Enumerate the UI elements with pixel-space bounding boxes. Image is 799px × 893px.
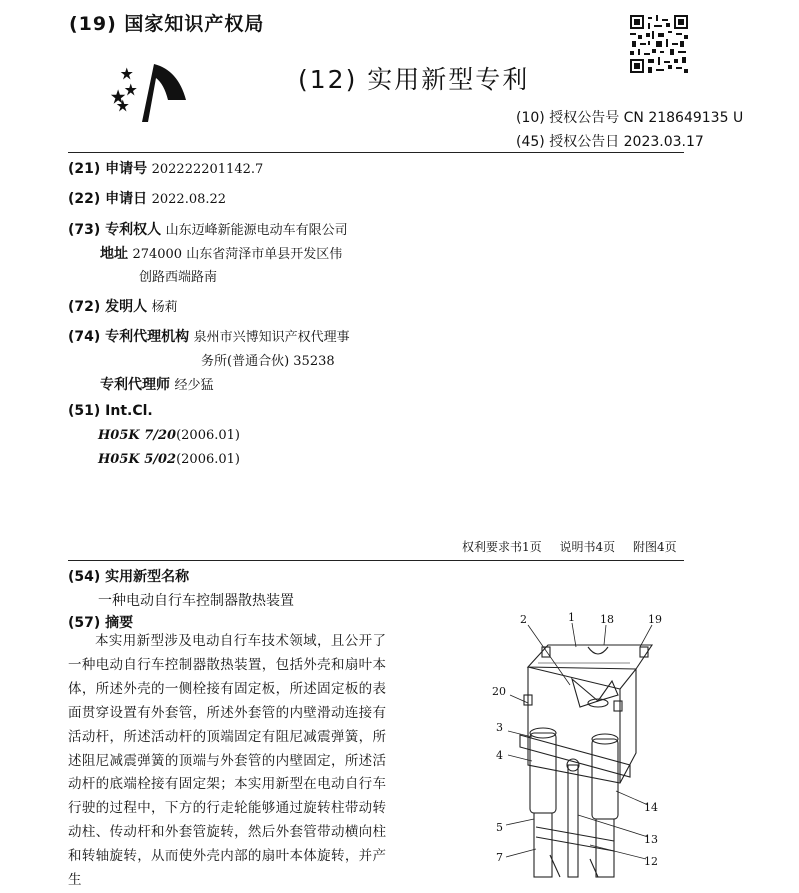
address-line-2: 创路西端路南 <box>139 270 218 285</box>
header-rule <box>68 152 684 153</box>
figure-label: 18 <box>600 613 614 626</box>
office-name: (19) 国家知识产权局 <box>69 13 265 35</box>
figure-label: 2 <box>520 613 527 626</box>
agent: 经少猛 <box>174 378 214 393</box>
figure-label: 13 <box>644 833 658 846</box>
ipc-code: H05K 7/20 <box>98 428 177 443</box>
figure-label: 7 <box>496 851 503 864</box>
inventor-label: (72) 发明人 <box>68 299 148 315</box>
ipc-version: (2006.01) <box>176 452 240 467</box>
application-date-row <box>68 188 226 208</box>
agent-label: 专利代理师 <box>100 377 170 393</box>
inventor: 杨莉 <box>151 300 178 315</box>
agency-row <box>68 326 350 346</box>
figure-label: 19 <box>648 613 662 626</box>
section-rule <box>68 560 684 561</box>
publication-number: (10) 授权公告号 CN 218649135 U <box>516 110 744 126</box>
ipc-label-row <box>68 403 153 419</box>
abstract-figure <box>480 605 690 877</box>
agency-label: (74) 专利代理机构 <box>68 329 190 345</box>
figure-label: 20 <box>492 685 506 698</box>
figure-label: 4 <box>496 749 503 762</box>
utility-model-title: 一种电动自行车控制器散热装置 <box>98 593 294 609</box>
address-label: 地址 <box>100 246 128 262</box>
address-row <box>100 243 342 263</box>
address-line-1: 274000 山东省菏泽市单县开发区伟 <box>132 247 343 262</box>
publication-date: (45) 授权公告日 2023.03.17 <box>516 134 704 150</box>
claims-pages: 权利要求书1页 <box>462 540 542 554</box>
application-number-label: (21) 申请号 <box>68 161 148 177</box>
page-counts <box>462 538 691 555</box>
ipc-entry <box>98 427 240 443</box>
agency-line-2: 务所(普通合伙) 35238 <box>201 354 335 369</box>
figure-label: 3 <box>496 721 503 734</box>
title-label: (54) 实用新型名称 <box>68 569 190 585</box>
figure-label: 5 <box>496 821 503 834</box>
description-pages: 说明书4页 <box>559 540 616 554</box>
patentee: 山东迈峰新能源电动车有限公司 <box>165 223 348 238</box>
application-date: 2022.08.22 <box>151 192 227 207</box>
drawings-pages: 附图4页 <box>632 540 677 554</box>
patentee-label: (73) 专利权人 <box>68 222 162 238</box>
figure-label: 12 <box>644 855 658 868</box>
agent-row <box>100 374 213 394</box>
ipc-code: H05K 5/02 <box>98 452 177 467</box>
document-type: (12) 实用新型专利 <box>298 65 530 94</box>
abstract-label: (57) 摘要 <box>68 615 134 631</box>
qr-code <box>630 15 688 73</box>
figure-label: 14 <box>644 801 658 814</box>
cnipa-logo <box>108 60 188 124</box>
ipc-entry <box>98 451 240 467</box>
figure-label: 1 <box>568 611 575 624</box>
ipc-label: (51) Int.Cl. <box>68 403 153 419</box>
ipc-version: (2006.01) <box>176 428 240 443</box>
application-number-row <box>68 158 263 178</box>
application-date-label: (22) 申请日 <box>68 191 148 207</box>
abstract-text: 本实用新型涉及电动自行车技术领域，且公开了一种电动自行车控制器散热装置，包括外壳和扇叶本体，所述外壳的一侧栓接有固定板，所述固定板的表面贯穿设置有外套管，所述外套管的内壁滑动连接有活动杆，所述活动杆的顶端固定有阻尼减震弹簧，所述阻尼减震弹簧的顶端与外套管的内壁固定，所述活动杆的底端栓接有固定架；本实用新型在电动自行车行驶的过程中，下方的行走轮能够通过旋转柱带动转动柱、传动杆和外套管旋转，然后外套管带动横向柱和转轴旋转，从而使外壳内部的扇叶本体旋转，并产生 <box>68 633 386 889</box>
application-number: 202222201142.7 <box>151 162 264 177</box>
agency-line-1: 泉州市兴博知识产权代理事 <box>193 330 350 345</box>
patentee-row <box>68 219 348 239</box>
inventor-row <box>68 296 178 316</box>
